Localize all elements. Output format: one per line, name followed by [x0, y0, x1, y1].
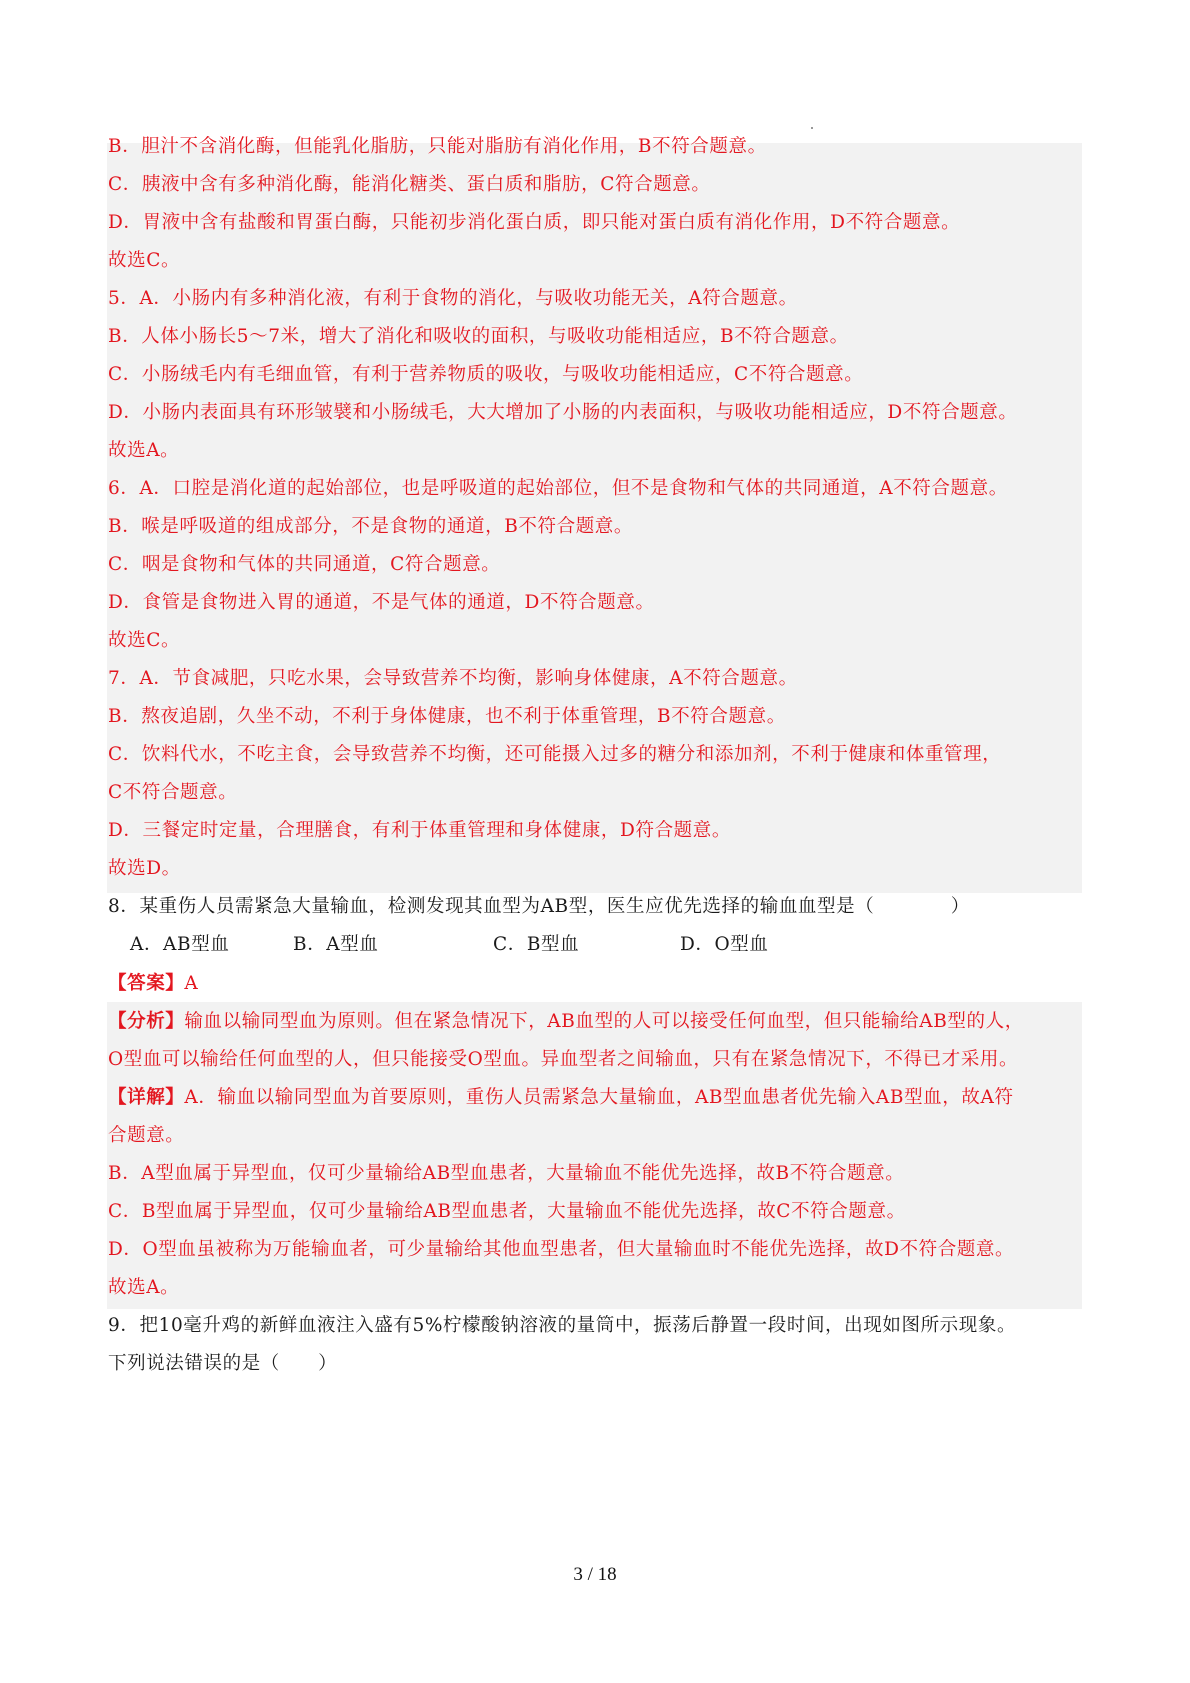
explanation-line: C．胰液中含有多种消化酶，能消化糖类、蛋白质和脂肪，C符合题意。	[108, 174, 711, 195]
explanation-line: 故选C。	[108, 250, 181, 271]
answer-line	[108, 972, 198, 996]
explanation-line: 5．A．小肠内有多种消化液，有利于食物的消化，与吸收功能无关，A符合题意。	[108, 288, 798, 309]
explanation-line: 7．A．节食减肥，只吃水果，会导致营养不均衡，影响身体健康，A不符合题意。	[108, 668, 798, 689]
detail-line-1	[108, 1086, 1014, 1110]
explanation-line: B．喉是呼吸道的组成部分，不是食物的通道，B不符合题意。	[108, 516, 633, 537]
explanation-line: 6．A．口腔是消化道的起始部位，也是呼吸道的起始部位，但不是食物和气体的共同通道，A不符合题意。	[108, 478, 1008, 499]
analysis-line-1	[108, 1010, 1024, 1034]
analysis-label: 【分析】	[108, 1011, 185, 1032]
explanation-line: 故选C。	[108, 630, 181, 651]
explanation-line: D．小肠内表面具有环形皱襞和小肠绒毛，大大增加了小肠的内表面积，与吸收功能相适应，D不符合题意。	[108, 402, 1018, 423]
detail-line: 故选A。	[108, 1277, 180, 1298]
explanation-line: C不符合题意。	[108, 782, 238, 803]
explanation-line: B．胆汁不含消化酶，但能乳化脂肪，只能对脂肪有消化作用，B不符合题意。	[108, 136, 767, 157]
detail-line: B．A型血属于异型血，仅可少量输给AB型血患者，大量输血不能优先选择，故B不符合题意。	[108, 1163, 905, 1184]
question-8-option-a: A．AB型血	[130, 934, 230, 955]
explanation-line: D．食管是食物进入胃的通道，不是气体的通道，D不符合题意。	[108, 592, 655, 613]
analysis-text-1: 输血以输同型血为原则。但在紧急情况下，AB血型的人可以接受任何血型，但只能输给AB型的人，	[184, 1011, 1024, 1032]
question-8-stem: 8．某重伤人员需紧急大量输血，检测发现其血型为AB型，医生应优先选择的输血血型是（ ）	[108, 896, 970, 917]
explanation-line: D．胃液中含有盐酸和胃蛋白酶，只能初步消化蛋白质，即只能对蛋白质有消化作用，D不符合题意。	[108, 212, 961, 233]
question-9-stem-line-2: 下列说法错误的是（ ）	[108, 1353, 338, 1374]
explanation-line: D．三餐定时定量，合理膳食，有利于体重管理和身体健康，D符合题意。	[108, 820, 731, 841]
page-number: 3 / 18	[573, 1564, 617, 1585]
answer-value: A	[184, 973, 199, 994]
explanation-line: 故选A。	[108, 440, 180, 461]
detail-line: C．B型血属于异型血，仅可少量输给AB型血患者，大量输血不能优先选择，故C不符合题意。	[108, 1201, 906, 1222]
explanation-line: C．小肠绒毛内有毛细血管，有利于营养物质的吸收，与吸收功能相适应，C不符合题意。	[108, 364, 864, 385]
answer-label: 【答案】	[108, 973, 185, 994]
question-8-option-b: B．A型血	[293, 934, 379, 955]
analysis-line-2: O型血可以输给任何血型的人，但只能接受O型血。异血型者之间输血，只有在紧急情况下，不得已才采用。	[108, 1049, 1019, 1070]
question-9-stem-line-1: 9．把10毫升鸡的新鲜血液注入盛有5%柠檬酸钠溶液的量筒中，振荡后静置一段时间，出现如图所示现象。	[108, 1315, 1017, 1336]
detail-line: 合题意。	[108, 1125, 185, 1146]
question-8-option-c: C．B型血	[493, 934, 580, 955]
question-8-option-d: D．O型血	[680, 934, 769, 955]
explanation-line: B．人体小肠长5～7米，增大了消化和吸收的面积，与吸收功能相适应，B不符合题意。	[108, 326, 849, 347]
detail-line: D．O型血虽被称为万能输血者，可少量输给其他血型患者，但大量输血时不能优先选择，故D不符合题意。	[108, 1239, 1015, 1260]
explanation-line: B．熬夜追剧，久坐不动，不利于身体健康，也不利于体重管理，B不符合题意。	[108, 706, 786, 727]
explanation-line: C．咽是食物和气体的共同通道，C符合题意。	[108, 554, 501, 575]
explanation-line: C．饮料代水，不吃主食，会导致营养不均衡，还可能摄入过多的糖分和添加剂，不利于健康和体重管理，	[108, 744, 1002, 765]
detail-label: 【详解】	[108, 1087, 185, 1108]
header-mark	[811, 127, 813, 129]
explanation-line: 故选D。	[108, 858, 181, 879]
detail-text-1: A．输血以输同型血为首要原则，重伤人员需紧急大量输血，AB型血患者优先输入AB型血，故A符	[184, 1087, 1014, 1108]
